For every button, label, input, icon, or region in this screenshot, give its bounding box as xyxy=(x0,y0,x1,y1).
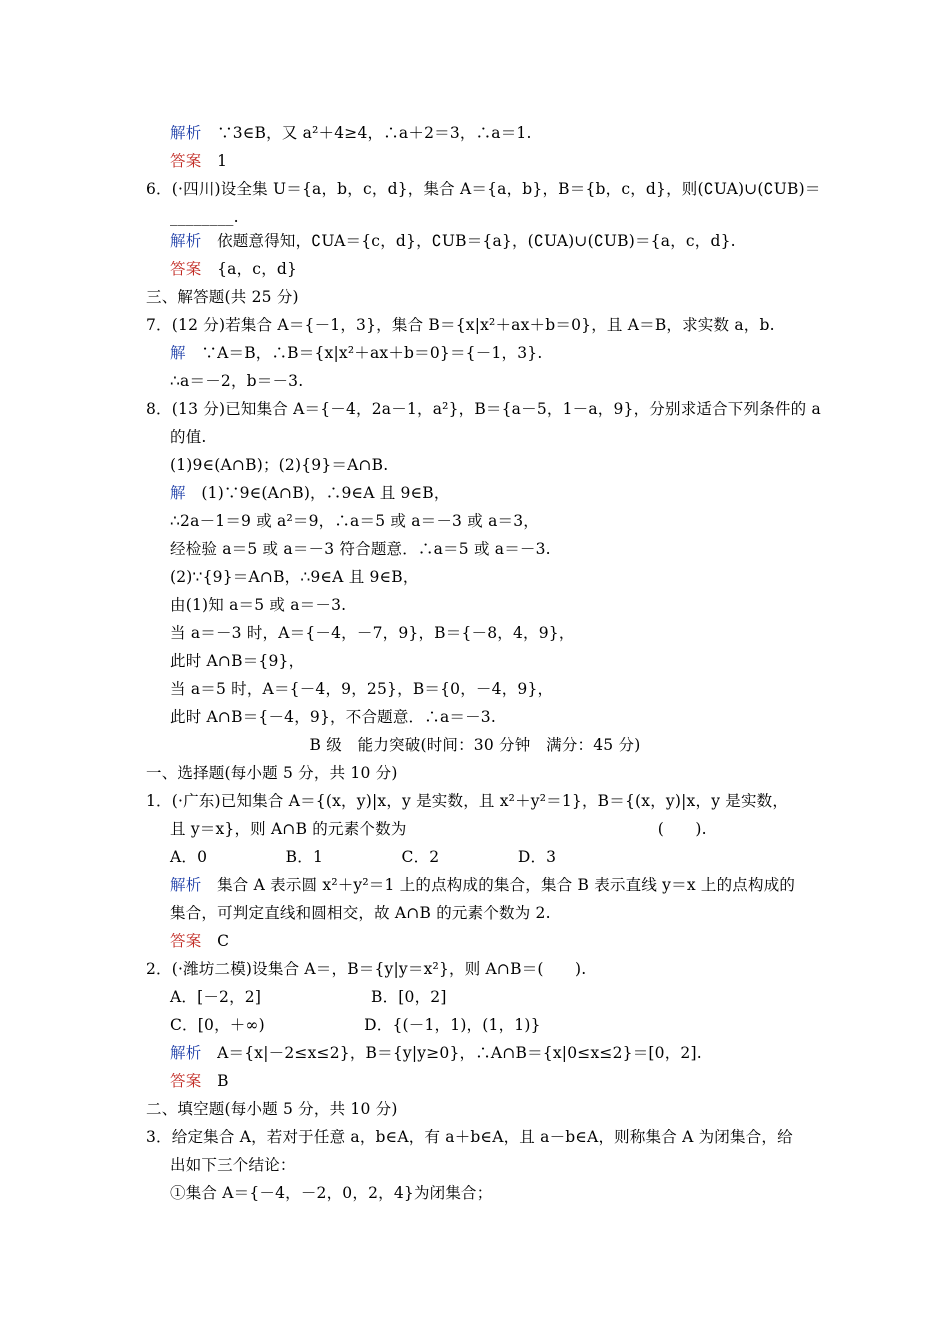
line-20 xyxy=(170,651,304,671)
line-text: ∴a＝－2，b＝－3. xyxy=(170,372,304,390)
line-26 xyxy=(170,819,707,839)
choices xyxy=(170,987,447,1007)
line-text: 当 a＝－3 时，A＝{－4，－7，9}，B＝{－8，4，9}， xyxy=(170,624,575,642)
line-text: 集合，可判定直线和圆相交，故 A∩B 的元素个数为 2. xyxy=(170,904,551,922)
line-15 xyxy=(170,511,539,531)
question-b2 xyxy=(146,959,586,979)
line-text: 由(1)知 a＝5 或 a＝－3. xyxy=(170,596,347,614)
line-2 xyxy=(170,151,227,171)
line-text: 且 y＝x}，则 A∩B 的元素个数为 ( ). xyxy=(170,820,707,838)
line-text: 三、解答题(共 25 分) xyxy=(146,288,299,306)
line-text: B 级 能力突破(时间：30 分钟 满分：45 分) xyxy=(309,736,641,754)
line-text: ∴2a－1＝9 或 a²＝9，∴a＝5 或 a＝－3 或 a＝3， xyxy=(170,512,539,530)
line-28 xyxy=(170,875,795,895)
line-1 xyxy=(170,123,532,143)
section-heading xyxy=(146,287,299,307)
line-12 xyxy=(170,427,207,447)
line-text: 1 xyxy=(201,152,228,170)
line-14 xyxy=(170,483,450,503)
question-7 xyxy=(146,315,775,335)
solution-label: 解 xyxy=(170,484,186,502)
line-text: 经检验 a＝5 或 a＝－3 符合题意．∴a＝5 或 a＝－3. xyxy=(170,540,551,558)
line-text: 此时 A∩B＝{－4，9}，不合题意．∴a＝－3. xyxy=(170,708,496,726)
analysis-label: 解析 xyxy=(170,232,202,250)
line-30 xyxy=(170,931,229,951)
line-18 xyxy=(170,595,346,615)
line-21 xyxy=(170,679,553,699)
line-text: ∵A＝B，∴B＝{x|x²＋ax＋b＝0}＝{－1，3}. xyxy=(185,344,543,362)
answer-label: 答案 xyxy=(170,932,202,950)
answer-label: 答案 xyxy=(170,152,202,170)
question-b1 xyxy=(146,791,788,811)
line-35 xyxy=(170,1071,229,1091)
line-text: ∵3∈B，又 a²＋4≥4，∴a＋2＝3，∴a＝1. xyxy=(201,124,532,142)
line-text: 二、填空题(每小题 5 分，共 10 分) xyxy=(146,1100,398,1118)
line-text: A．0 B．1 C．2 D．3 xyxy=(170,848,557,866)
line-13 xyxy=(170,455,388,475)
line-text: A＝{x|－2≤x≤2}，B＝{y|y≥0}，∴A∩B＝{x|0≤x≤2}＝[0，2]. xyxy=(201,1044,702,1062)
line-4 xyxy=(170,207,239,227)
line-16 xyxy=(170,539,551,559)
line-text: C．[0，＋∞) D．{(－1，1)，(1，1)} xyxy=(170,1016,541,1034)
level-b-heading xyxy=(0,735,950,755)
line-10 xyxy=(170,371,303,391)
line-text: 1．(·广东)已知集合 A＝{(x，y)|x，y 是实数，且 x²＋y²＝1}，B＝{(x，y)|x，y 是实数， xyxy=(146,792,789,810)
line-text: 8．(13 分)已知集合 A＝{－4，2a－1，a²}，B＝{a－5，1－a，9}，分别求适合下列条件的 a xyxy=(146,400,821,418)
line-9 xyxy=(170,343,542,363)
section-heading xyxy=(146,763,398,783)
line-text: (2)∵{9}＝A∩B，∴9∈A 且 9∈B， xyxy=(170,568,419,586)
line-6 xyxy=(170,259,297,279)
line-text: 出如下三个结论： xyxy=(170,1156,296,1174)
line-text: 一、选择题(每小题 5 分，共 10 分) xyxy=(146,764,398,782)
solution-label: 解 xyxy=(170,344,186,362)
line-text: 6．(·四川)设全集 U＝{a，b，c，d}，集合 A＝{a，b}，B＝{b，c，d}，则(∁UA)∪(∁UB)＝ xyxy=(146,180,821,198)
line-text: 当 a＝5 时，A＝{－4，9，25}，B＝{0，－4，9}， xyxy=(170,680,554,698)
answer-label: 答案 xyxy=(170,260,202,278)
choices xyxy=(170,847,556,867)
line-text: 3．给定集合 A，若对于任意 a，b∈A，有 a＋b∈A，且 a－b∈A，则称集合 A 为闭集合，给 xyxy=(146,1128,793,1146)
choices xyxy=(170,1015,541,1035)
line-22 xyxy=(170,707,496,727)
line-5 xyxy=(170,231,736,251)
line-text: A．[－2，2] B．[0，2] xyxy=(170,988,447,1006)
question-8 xyxy=(146,399,821,419)
answer-label: 答案 xyxy=(170,1072,202,1090)
analysis-label: 解析 xyxy=(170,1044,202,1062)
question-6 xyxy=(146,179,821,199)
line-34 xyxy=(170,1043,702,1063)
line-text: ________. xyxy=(170,208,239,226)
line-text: C xyxy=(201,932,230,950)
line-text: 集合 A 表示圆 x²＋y²＝1 上的点构成的集合，集合 B 表示直线 y＝x 上的点构成的 xyxy=(201,876,796,894)
line-38 xyxy=(170,1155,296,1175)
line-text: 的值. xyxy=(170,428,207,446)
section-heading xyxy=(146,1099,398,1119)
line-19 xyxy=(170,623,575,643)
line-text: B xyxy=(201,1072,229,1090)
line-text: 2．(·潍坊二模)设集合 A＝，B＝{y|y＝x²}，则 A∩B＝( ). xyxy=(146,960,587,978)
line-text: 7．(12 分)若集合 A＝{－1，3}，集合 B＝{x|x²＋ax＋b＝0}，且 A＝B，求实数 a，b. xyxy=(146,316,775,334)
line-text: {a，c，d} xyxy=(201,260,298,278)
analysis-label: 解析 xyxy=(170,124,202,142)
line-39 xyxy=(170,1183,492,1203)
line-text: 依题意得知，∁UA＝{c，d}，∁UB＝{a}，(∁UA)∪(∁UB)＝{a，c，d}. xyxy=(201,232,736,250)
line-text: (1)9∈(A∩B)；(2){9}＝A∩B. xyxy=(170,456,389,474)
line-29 xyxy=(170,903,551,923)
question-b3 xyxy=(146,1127,793,1147)
line-17 xyxy=(170,567,419,587)
line-text: 此时 A∩B＝{9}， xyxy=(170,652,305,670)
analysis-label: 解析 xyxy=(170,876,202,894)
line-text: (1)∵9∈(A∩B)，∴9∈A 且 9∈B， xyxy=(185,484,450,502)
line-text: ①集合 A＝{－4，－2，0，2，4}为闭集合； xyxy=(170,1184,493,1202)
